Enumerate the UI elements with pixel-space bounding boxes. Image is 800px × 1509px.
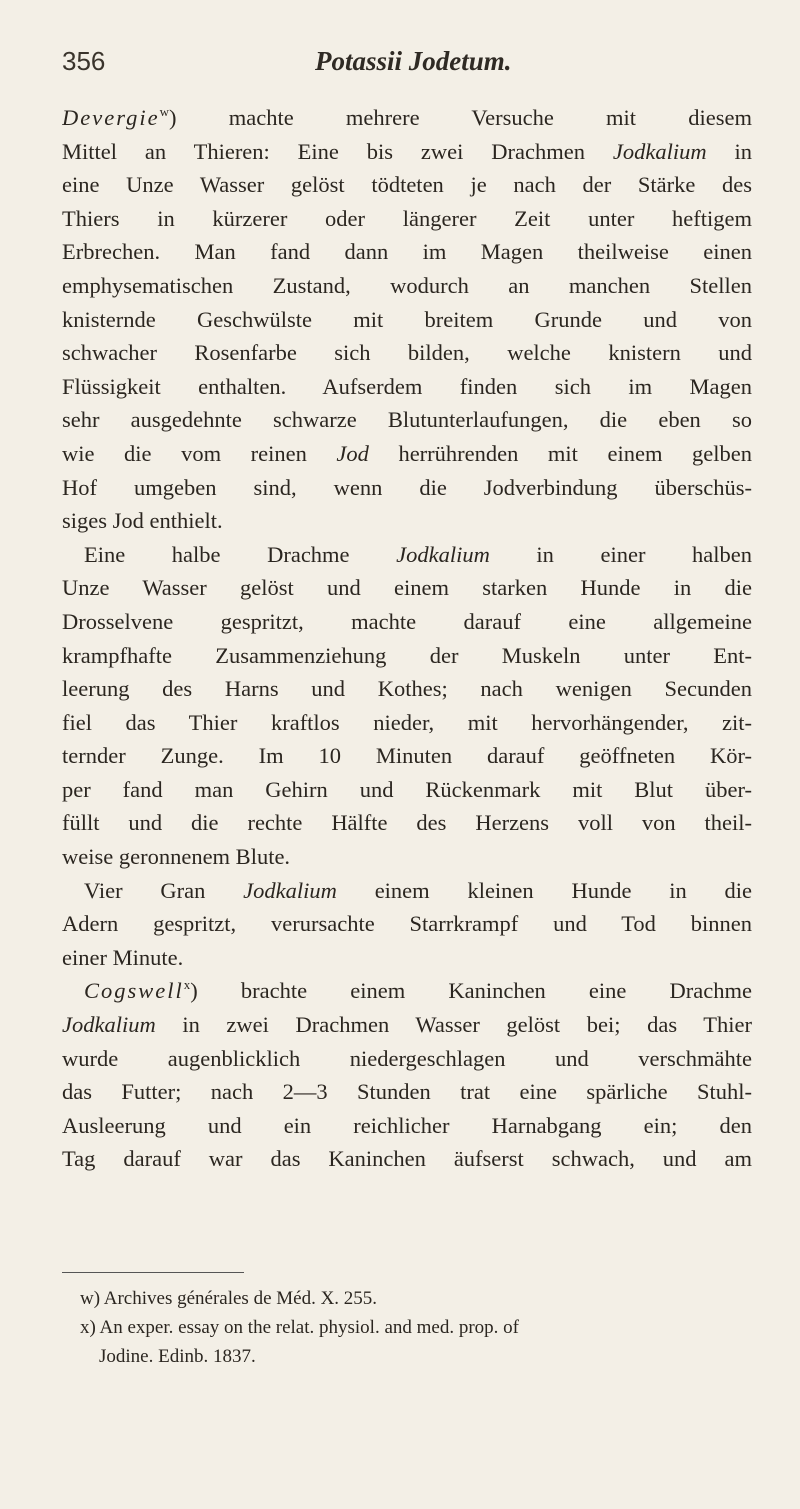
running-title: Potassii Jodetum. — [315, 46, 512, 76]
paragraph — [62, 874, 752, 975]
author-name: Devergie — [62, 105, 160, 130]
text-line — [62, 639, 752, 673]
text-run: in zwei Drachmen Wasser gelöst bei; das Thier — [155, 1012, 752, 1038]
page-header — [62, 46, 760, 86]
text-run: das Futter; nach 2—3 Stunden trat eine spärliche Stuhl- — [62, 1079, 752, 1105]
text-run: ) brachte einem Kaninchen eine Drachme — [190, 978, 752, 1004]
text-run: in — [706, 138, 752, 164]
text-line — [62, 370, 752, 404]
text-run: wie die vom reinen — [62, 440, 337, 466]
text-line — [62, 1008, 752, 1042]
body-text — [62, 101, 752, 1176]
text-run: Drosselvene gespritzt, machte darauf eine allgemeine — [62, 608, 752, 634]
text-line — [62, 235, 752, 269]
author-name: Cogswell — [84, 978, 184, 1004]
text-line — [62, 269, 752, 303]
text-line — [62, 605, 752, 639]
text-run: Thiers in kürzerer oder längerer Zeit unter heftigem — [62, 205, 752, 231]
text-line — [62, 538, 752, 572]
text-run: ) machte mehrere Versuche mit diesem — [169, 105, 752, 130]
text-line — [62, 437, 752, 471]
text-run: herrührenden mit einem gelben — [368, 440, 752, 466]
text-run: knisternde Geschwülste mit breitem Grunde und von — [62, 306, 752, 332]
text-line — [62, 739, 752, 773]
text-run: Vier Gran — [84, 877, 244, 903]
text-run: krampfhafte Zusammenziehung der Muskeln unter Ent- — [62, 642, 752, 668]
italic-term: Jodkalium — [396, 541, 490, 567]
italic-term: Jodkalium — [612, 138, 707, 164]
text-run: Ausleerung und ein reichlicher Harnabgang ein; den — [62, 1112, 752, 1138]
footnote-line: w) Archives générales de Méd. X. 255. — [80, 1288, 378, 1309]
text-run: fiel das Thier kraftlos nieder, mit hervorhängender, zit- — [62, 709, 752, 735]
text-run: Adern gespritzt, verursachte Starrkrampf und Tod binnen — [62, 911, 752, 937]
text-line — [62, 840, 752, 874]
footnote-line: x) An exper. essay on the relat. physiol. and med. prop. of — [80, 1317, 520, 1338]
text-run: eine Unze Wasser gelöst tödteten je nach der Stärke des — [62, 172, 752, 198]
text-line — [62, 336, 752, 370]
text-line — [62, 168, 752, 202]
page-number: 356 — [62, 46, 106, 76]
text-run: leerung des Harns und Kothes; nach wenigen Secunden — [62, 676, 752, 702]
text-line — [62, 806, 752, 840]
footnote — [80, 1284, 760, 1313]
text-run: Tag darauf war das Kaninchen äufserst schwach, und am — [62, 1146, 752, 1172]
text-run: Mittel an Thieren: Eine bis zwei Drachmen — [62, 138, 613, 164]
text-run: ternder Zunge. Im 10 Minuten darauf geöffneten Kör- — [62, 743, 752, 769]
text-run: einem kleinen Hunde in die — [336, 877, 752, 903]
footnotes — [80, 1284, 760, 1371]
text-run: in einer halben — [489, 541, 752, 567]
paragraph — [62, 974, 752, 1176]
footnote-marker: w — [159, 104, 170, 119]
text-line — [62, 1142, 752, 1176]
text-line — [62, 907, 752, 941]
text-run: füllt und die rechte Hälfte des Herzens voll von theil- — [62, 810, 752, 836]
text-run: Erbrechen. Man fand dann im Magen theilweise einen — [62, 239, 752, 265]
text-line — [62, 571, 752, 605]
text-run: weise geronnenem Blute. — [62, 844, 291, 870]
text-line — [62, 874, 752, 908]
text-line — [62, 1109, 752, 1143]
footnote-marker: x — [183, 977, 191, 993]
text-run: sehr ausgedehnte schwarze Blutunterlaufungen, die eben so — [62, 407, 752, 433]
text-line — [62, 303, 752, 337]
italic-term: Jodkalium — [243, 877, 337, 903]
text-line — [62, 1042, 752, 1076]
text-run: schwacher Rosenfarbe sich bilden, welche knistern und — [62, 340, 752, 366]
text-line — [62, 941, 752, 975]
text-line — [62, 135, 752, 169]
text-line — [62, 773, 752, 807]
text-line — [62, 403, 752, 437]
footnote-rule — [62, 1272, 244, 1273]
text-line — [62, 1075, 752, 1109]
text-line — [62, 706, 752, 740]
text-run: Eine halbe Drachme — [84, 541, 397, 567]
text-line — [62, 202, 752, 236]
paragraph — [62, 101, 752, 538]
text-run: emphysematischen Zustand, wodurch an manchen Stellen — [62, 272, 752, 298]
text-run: Hof umgeben sind, wenn die Jodverbindung überschüs- — [62, 474, 752, 500]
paragraph — [62, 538, 752, 874]
text-run: wurde augenblicklich niedergeschlagen und verschmähte — [62, 1045, 752, 1071]
text-line — [62, 504, 752, 538]
text-line — [62, 974, 752, 1008]
text-line — [62, 471, 752, 505]
text-run: Flüssigkeit enthalten. Aufserdem finden sich im Magen — [62, 373, 752, 399]
text-run: per fand man Gehirn und Rückenmark mit Blut über- — [62, 776, 752, 802]
footnote-line: Jodine. Edinb. 1837. — [99, 1346, 256, 1367]
text-line — [62, 101, 752, 135]
italic-term: Jodkalium — [62, 1012, 156, 1038]
footnote — [80, 1313, 760, 1371]
text-run: Unze Wasser gelöst und einem starken Hunde in die — [62, 575, 752, 601]
text-run: siges Jod enthielt. — [62, 508, 223, 534]
italic-term: Jod — [336, 440, 369, 466]
text-run: einer Minute. — [62, 944, 184, 970]
text-line — [62, 672, 752, 706]
